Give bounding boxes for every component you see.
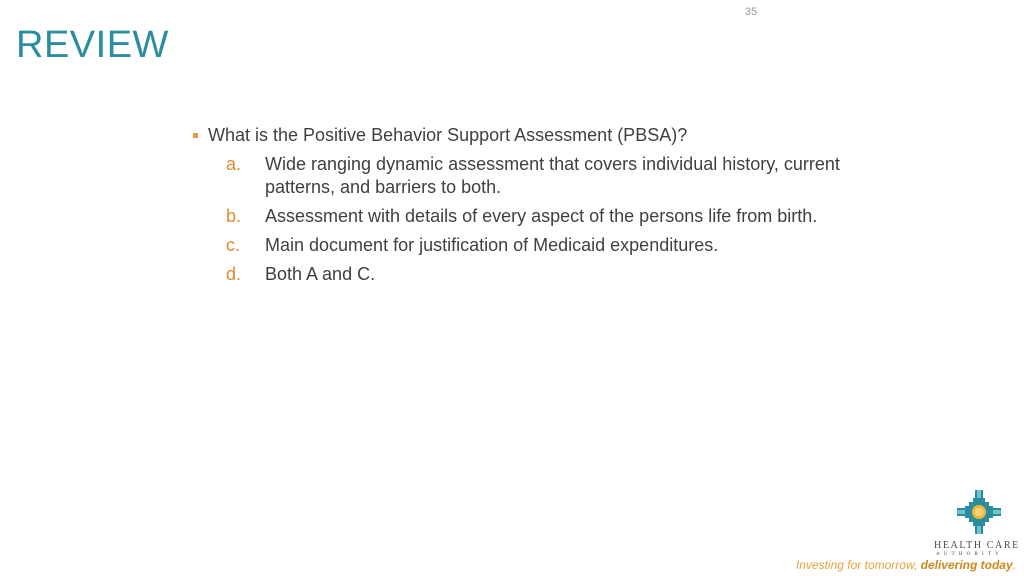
answer-options bbox=[190, 153, 840, 286]
slide-content bbox=[190, 124, 840, 292]
question-text: What is the Positive Behavior Support Assessment (PBSA)? bbox=[208, 125, 688, 145]
option-text: Wide ranging dynamic assessment that covers individual history, current patterns, and barriers to both. bbox=[265, 154, 840, 197]
tagline-part2: delivering today bbox=[920, 558, 1013, 572]
tagline bbox=[796, 558, 1016, 572]
option-text: Main document for justification of Medicaid expenditures. bbox=[265, 235, 719, 255]
slide-number: 35 bbox=[744, 6, 758, 18]
option-c bbox=[190, 234, 840, 257]
option-a bbox=[190, 153, 840, 199]
tagline-end: . bbox=[1012, 558, 1016, 572]
logo-name: HEALTH CARE bbox=[934, 540, 1020, 551]
square-bullet-icon bbox=[193, 133, 198, 138]
option-b bbox=[190, 205, 840, 228]
option-d bbox=[190, 263, 840, 286]
slide-title: REVIEW bbox=[16, 24, 169, 66]
question bbox=[190, 124, 840, 147]
logo-subtitle: AUTHORITY bbox=[936, 552, 1003, 557]
option-letter: c. bbox=[226, 235, 241, 255]
option-text: Both A and C. bbox=[265, 264, 376, 284]
option-text: Assessment with details of every aspect of the persons life from birth. bbox=[265, 206, 818, 226]
option-letter: a. bbox=[226, 154, 242, 174]
tagline-part1: Investing for tomorrow, bbox=[795, 558, 921, 572]
option-letter: b. bbox=[226, 206, 242, 226]
option-letter: d. bbox=[226, 264, 242, 284]
